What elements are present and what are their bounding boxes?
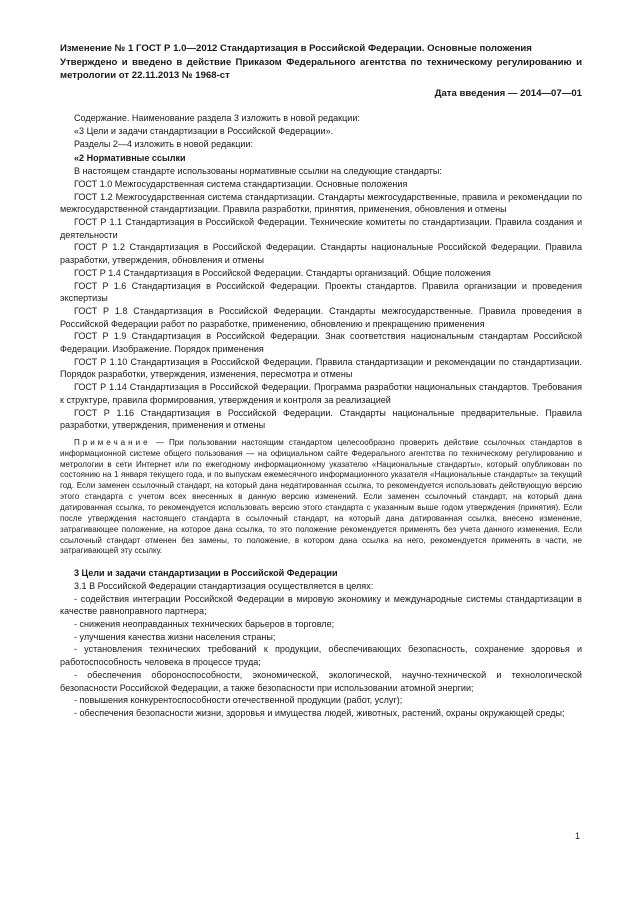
- document-body: [60, 112, 582, 719]
- page-number: 1: [574, 831, 580, 841]
- goal-paragraph: 3.1 В Российской Федерации стандартизация осуществляется в целях:: [74, 580, 374, 591]
- document-page: [60, 42, 582, 720]
- note-paragraph: [60, 438, 582, 557]
- reference-paragraph: ГОСТ Р 1.1 Стандартизация в Российской Федерации. Технические комитеты по стандартизации. Правила создания и деятельности: [60, 217, 582, 240]
- note-label: Примечание: [74, 437, 151, 447]
- intro-paragraph: Разделы 2—4 изложить в новой редакции:: [74, 138, 254, 149]
- goal-paragraph: - обеспечения обороноспособности, экономической, экологической, научно-технической и технологической безопасности Российской Федерации, а также безопасности при использовании атомной энергии;: [60, 669, 582, 693]
- goal-paragraph: - установления технических требований к продукции, обеспечивающих безопасность, сохранение здоровья и работоспособность человека в процессе труда;: [60, 644, 582, 668]
- effective-date: Дата введения — 2014—07—01: [434, 87, 582, 99]
- goal-paragraph: - улучшения качества жизни населения страны;: [74, 631, 276, 642]
- reference-paragraph: ГОСТ Р 1.9 Стандартизация в Российской Федерации. Знак соответствия национальным стандартам Российской Федерации. Изображение. Порядок применения: [60, 331, 582, 355]
- goal-paragraph: - повышения конкурентоспособности отечественной продукции (работ, услуг);: [74, 695, 403, 706]
- reference-paragraph: ГОСТ Р 1.4 Стандартизация в Российской Федерации. Стандарты организаций. Общие положения: [74, 267, 491, 278]
- reference-paragraph: ГОСТ Р 1.8 Стандартизация в Российской Федерации. Стандарты межгосударственные. Правила проведения в Российской Федерации работ по разработке, применению, обновлению и прекращению применения: [60, 305, 582, 329]
- amendment-title: Изменение № 1 ГОСТ Р 1.0—2012 Стандартизация в Российской Федерации. Основные положения: [60, 43, 532, 54]
- reference-paragraph: ГОСТ 1.0 Межгосударственная система стандартизации. Основные положения: [74, 178, 408, 189]
- approval-statement: Утверждено и введено в действие Приказом Федерального агентства по техническому регулированию и метрологии от 22.11.2013 № 1968-ст: [60, 56, 582, 82]
- goal-paragraph: - обеспечения безопасности жизни, здоровья и имущества людей, животных, растений, охраны окружающей среды;: [74, 707, 565, 718]
- note-text: — При пользовании настоящим стандартом целесообразно проверить действие ссылочных стандартов в информационной системе общего пользования — на официальном сайте Федерального агентства по техническому регулированию и метрологии в сети Интернет или по ежегодному информационному указателю «Национальные стандарты», который опубликован по состоянию на 1 января текущего года, и по выпускам ежемесячного информационного указателя «Национальные стандарты» за текущий год. Если заменен ссылочный стандарт, на который дана недатированная ссылка, то рекомендуется использовать действующую версию этого стандарта с учетом всех внесенных в данную версию изменений. Если заменен ссылочный стандарт, на который дана датированная ссылка, то рекомендуется использовать версию этого стандарта с указанным выше годом утверждения (принятия). Если после утверждения настоящего стандарта в ссылочный стандарт, на который дана датированная ссылка, внесено изменение, затрагивающее положение, на которое дана ссылка, то это положение рекомендуется применять без учета данного изменения. Если ссылочный стандарт отменен без замены, то положение, в котором дана ссылка на него, рекомендуется применять в части, не затрагивающей эту ссылку.: [60, 437, 582, 556]
- reference-paragraph: ГОСТ 1.2 Межгосударственная система стандартизации. Стандарты межгосударственные, правила и рекомендации по межгосударственной стандартизации. Правила разработки, принятия, применения, обновления и отмены: [60, 191, 582, 215]
- reference-paragraph: ГОСТ Р 1.10 Стандартизация в Российской Федерации. Правила стандартизации и рекомендации по стандартизации. Порядок разработки, утверждения, изменения, пересмотра и отмены: [60, 356, 582, 380]
- intro-paragraph: «3 Цели и задачи стандартизации в Российской Федерации».: [74, 126, 334, 137]
- goal-paragraph: - содействия интеграции Российской Федерации в мировую экономику и международные системы стандартизации в качестве равноправного партнера;: [60, 593, 582, 617]
- reference-paragraph: ГОСТ Р 1.16 Стандартизация в Российской Федерации. Стандарты национальные предварительные. Правила разработки, утверждения, применения и отмены: [60, 407, 582, 431]
- reference-paragraph: ГОСТ Р 1.6 Стандартизация в Российской Федерации. Проекты стандартов. Правила организации и проведения экспертизы: [60, 280, 582, 304]
- reference-paragraph: ГОСТ Р 1.14 Стандартизация в Российской Федерации. Программа разработки национальных стандартов. Требования к структуре, правила формирования, утверждения и контроля за реализацией: [60, 382, 582, 405]
- section-2-heading: «2 Нормативные ссылки: [74, 153, 186, 164]
- reference-paragraph: В настоящем стандарте использованы нормативные ссылки на следующие стандарты:: [74, 166, 442, 177]
- reference-paragraph: ГОСТ Р 1.2 Стандартизация в Российской Федерации. Стандарты национальные Российской Федерации. Правила разработки, утверждения, обновления и отмены: [60, 242, 582, 266]
- goal-paragraph: - снижения неоправданных технических барьеров в торговле;: [74, 619, 335, 630]
- section-3-heading: 3 Цели и задачи стандартизации в Российской Федерации: [74, 568, 338, 579]
- intro-paragraph: Содержание. Наименование раздела 3 изложить в новой редакции:: [74, 113, 360, 124]
